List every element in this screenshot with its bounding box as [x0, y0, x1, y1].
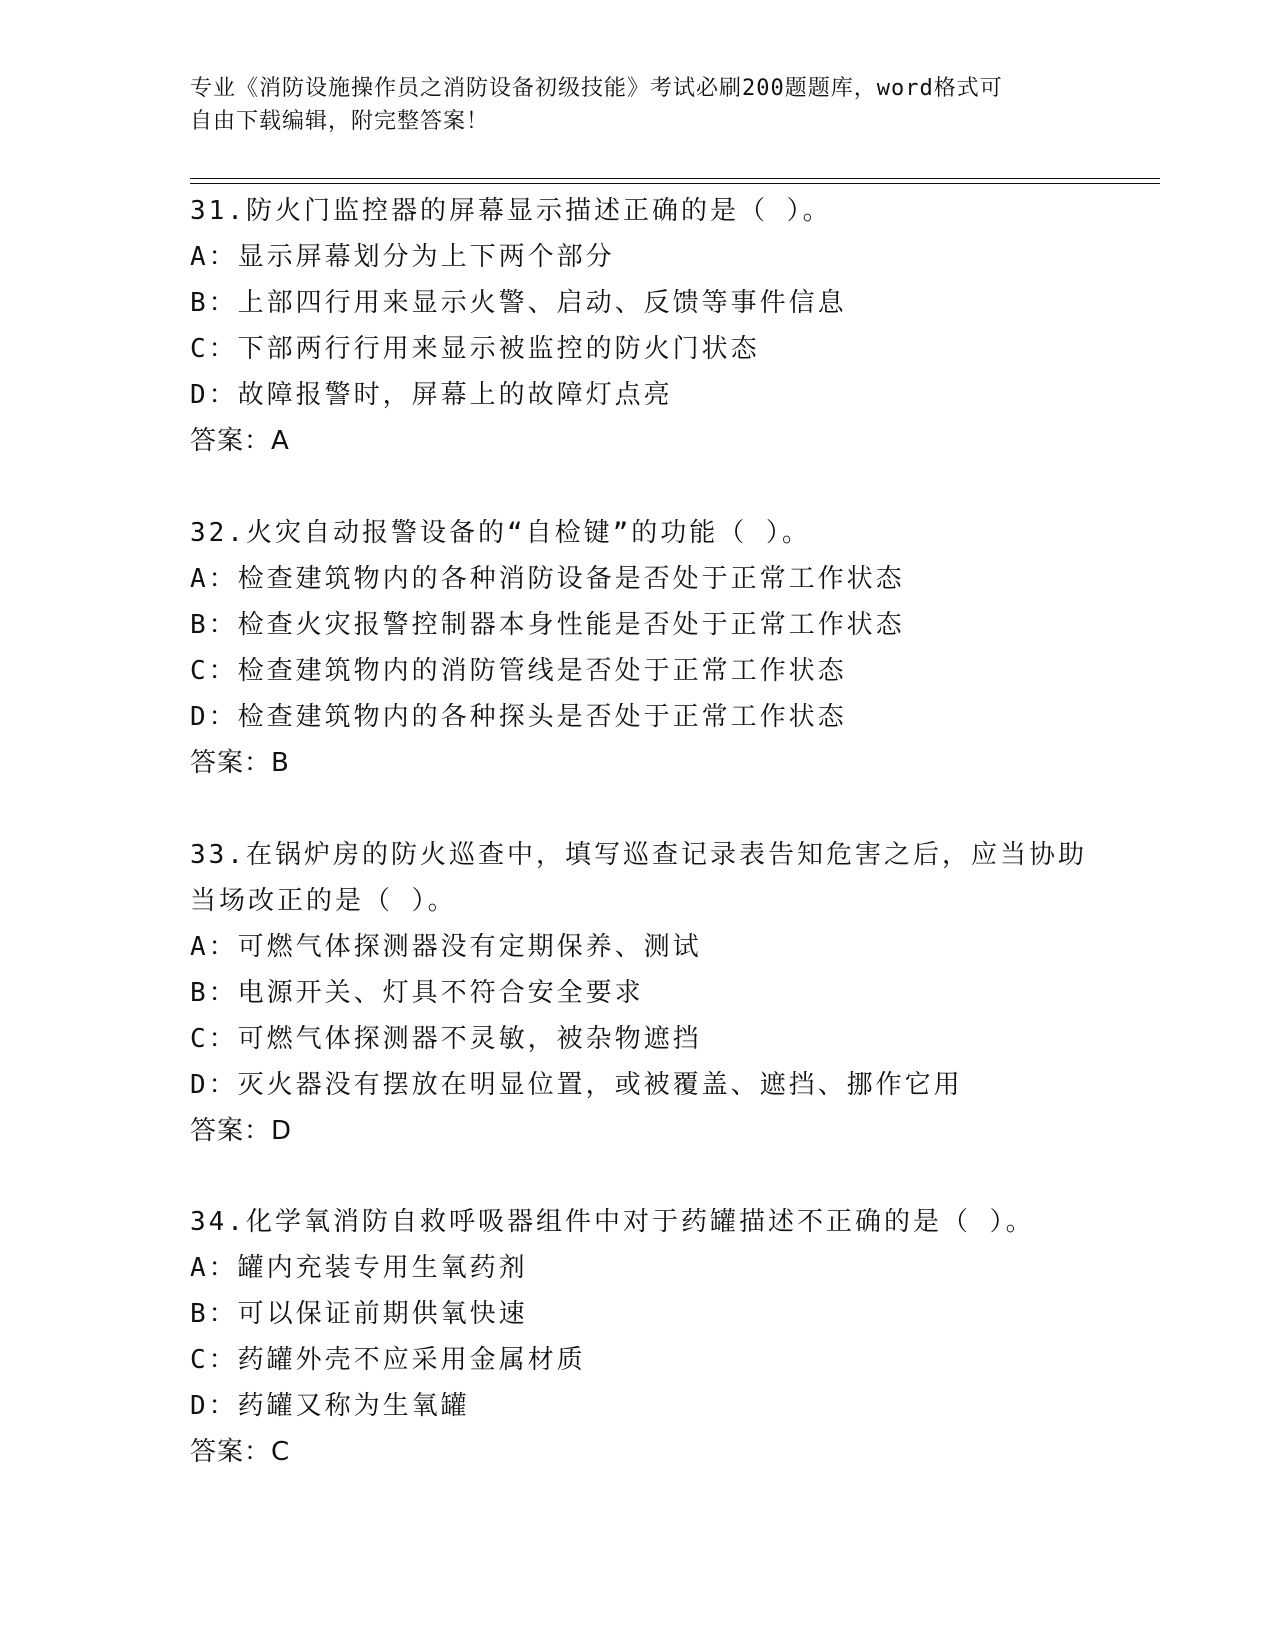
answer-label: 答案：C [190, 1437, 291, 1467]
answer-label: 答案：D [190, 1116, 293, 1146]
option-b: B：上部四行用来显示火警、启动、反馈等事件信息 [190, 288, 847, 318]
option-c: C：可燃气体探测器不灵敏，被杂物遮挡 [190, 1024, 702, 1054]
option-b: B：可以保证前期供氧快速 [190, 1299, 528, 1329]
header-divider-bottom [190, 183, 1160, 184]
header-line-2: 自由下载编辑，附完整答案！ [190, 109, 490, 134]
header-divider-top [190, 178, 1160, 179]
question-31 [190, 188, 1090, 464]
option-a: A：检查建筑物内的各种消防设备是否处于正常工作状态 [190, 564, 905, 594]
document-header [190, 72, 1090, 138]
question-stem: 32.火灾自动报警设备的“自检键”的功能（ ）。 [190, 518, 811, 548]
option-d: D：检查建筑物内的各种探头是否处于正常工作状态 [190, 702, 847, 732]
option-c: C：药罐外壳不应采用金属材质 [190, 1345, 586, 1375]
question-34 [190, 1199, 1090, 1475]
question-stem: 31.防火门监控器的屏幕显示描述正确的是（ ）。 [190, 196, 832, 226]
option-a: A：可燃气体探测器没有定期保养、测试 [190, 932, 702, 962]
header-line-1: 专业《消防设施操作员之消防设备初级技能》考试必刷200题题库，word格式可 [190, 76, 1003, 101]
option-b: B：电源开关、灯具不符合安全要求 [190, 978, 644, 1008]
option-d: D：故障报警时，屏幕上的故障灯点亮 [190, 380, 673, 410]
answer-label: 答案：B [190, 748, 290, 778]
answer-label: 答案：A [190, 426, 290, 456]
question-stem: 34.化学氧消防自救呼吸器组件中对于药罐描述不正确的是（ ）。 [190, 1207, 1035, 1237]
question-32 [190, 510, 1090, 786]
option-c: C：检查建筑物内的消防管线是否处于正常工作状态 [190, 656, 847, 686]
option-c: C：下部两行行用来显示被监控的防火门状态 [190, 334, 760, 364]
option-d: D：药罐又称为生氧罐 [190, 1391, 470, 1421]
option-d: D：灭火器没有摆放在明显位置，或被覆盖、遮挡、挪作它用 [190, 1070, 963, 1100]
option-a: A：显示屏幕划分为上下两个部分 [190, 242, 615, 272]
question-stem-line-2: 当场改正的是（ ）。 [190, 886, 457, 916]
option-a: A：罐内充装专用生氧药剂 [190, 1253, 528, 1283]
option-b: B：检查火灾报警控制器本身性能是否处于正常工作状态 [190, 610, 905, 640]
question-33 [190, 832, 1090, 1154]
question-stem-line-1: 33.在锅炉房的防火巡查中，填写巡查记录表告知危害之后，应当协助 [190, 840, 1087, 870]
